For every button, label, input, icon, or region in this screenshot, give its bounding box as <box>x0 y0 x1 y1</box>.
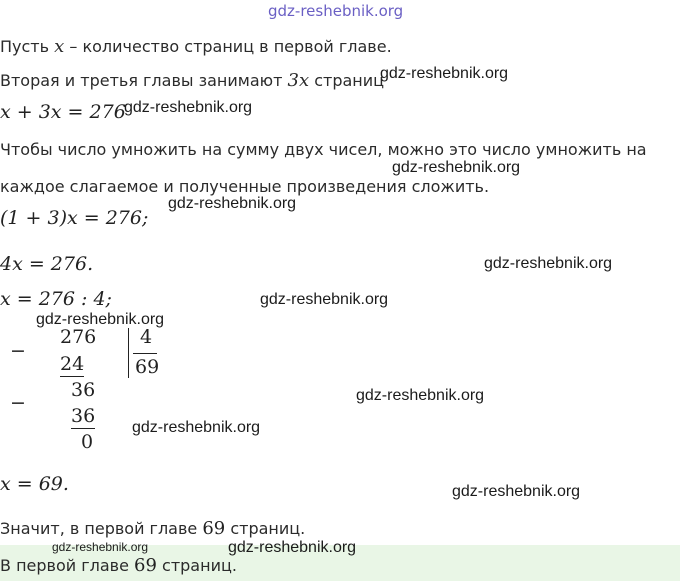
division-bar <box>128 328 129 378</box>
text-fragment: страниц. <box>225 519 306 538</box>
watermark: gdz-reshebnik.org <box>380 65 509 82</box>
equation-5: x = 69. <box>0 473 69 495</box>
variable: x <box>54 36 65 57</box>
watermark: gdz-reshebnik.org <box>124 99 253 116</box>
divisor: 4 <box>140 326 153 348</box>
first-remainder: 36 <box>71 379 96 401</box>
text-fragment: – количество страниц в первой главе. <box>64 37 392 56</box>
watermark: gdz-reshebnik.org <box>36 311 165 328</box>
rule-text-line-1: Чтобы число умножить на сумму двух чисел, можно это число умножить на <box>0 140 647 159</box>
equation-3: 4x = 276. <box>0 253 94 275</box>
watermark: gdz-reshebnik.org <box>356 387 485 404</box>
text-line-chapters <box>0 70 384 91</box>
watermark: gdz-reshebnik.org <box>484 255 613 272</box>
watermark: gdz-reshebnik.org <box>228 539 357 556</box>
watermark: gdz-reshebnik.org <box>132 419 261 436</box>
watermark-top: gdz-reshebnik.org <box>268 2 404 20</box>
equation-2: (1 + 3)x = 276; <box>0 207 149 229</box>
variable: 3x <box>287 70 310 91</box>
text-fragment: страниц <box>309 71 385 90</box>
minus-sign: − <box>10 340 26 362</box>
divisor-underline <box>133 353 157 354</box>
text-fragment: Вторая и третья главы занимают <box>0 71 288 90</box>
watermark-small: gdz-reshebnik.org <box>52 540 149 554</box>
text-fragment: Значит, в первой главе <box>0 519 203 538</box>
conclusion-text <box>0 518 305 539</box>
equation-1: x + 3x = 276 <box>0 101 126 123</box>
minus-sign: − <box>10 392 26 414</box>
second-subtrahend: 36 <box>71 405 96 427</box>
equation-4: x = 276 : 4; <box>0 288 112 310</box>
number: 69 <box>202 518 226 539</box>
first-subtrahend: 24 <box>60 353 85 375</box>
text-fragment: Пусть <box>0 37 55 56</box>
watermark: gdz-reshebnik.org <box>260 291 389 308</box>
text-fragment: страниц. <box>156 556 237 575</box>
watermark: gdz-reshebnik.org <box>168 195 297 212</box>
watermark: gdz-reshebnik.org <box>392 159 521 176</box>
watermark: gdz-reshebnik.org <box>452 483 581 500</box>
text-line-let-x <box>0 36 392 57</box>
quotient: 69 <box>135 356 160 378</box>
answer-text <box>0 555 237 576</box>
text-fragment: В первой главе <box>0 556 135 575</box>
final-remainder: 0 <box>81 431 94 453</box>
number: 69 <box>134 555 157 576</box>
rule-text-line-2: каждое слагаемое и полученные произведения сложить. <box>0 177 490 196</box>
dividend: 276 <box>60 326 97 348</box>
